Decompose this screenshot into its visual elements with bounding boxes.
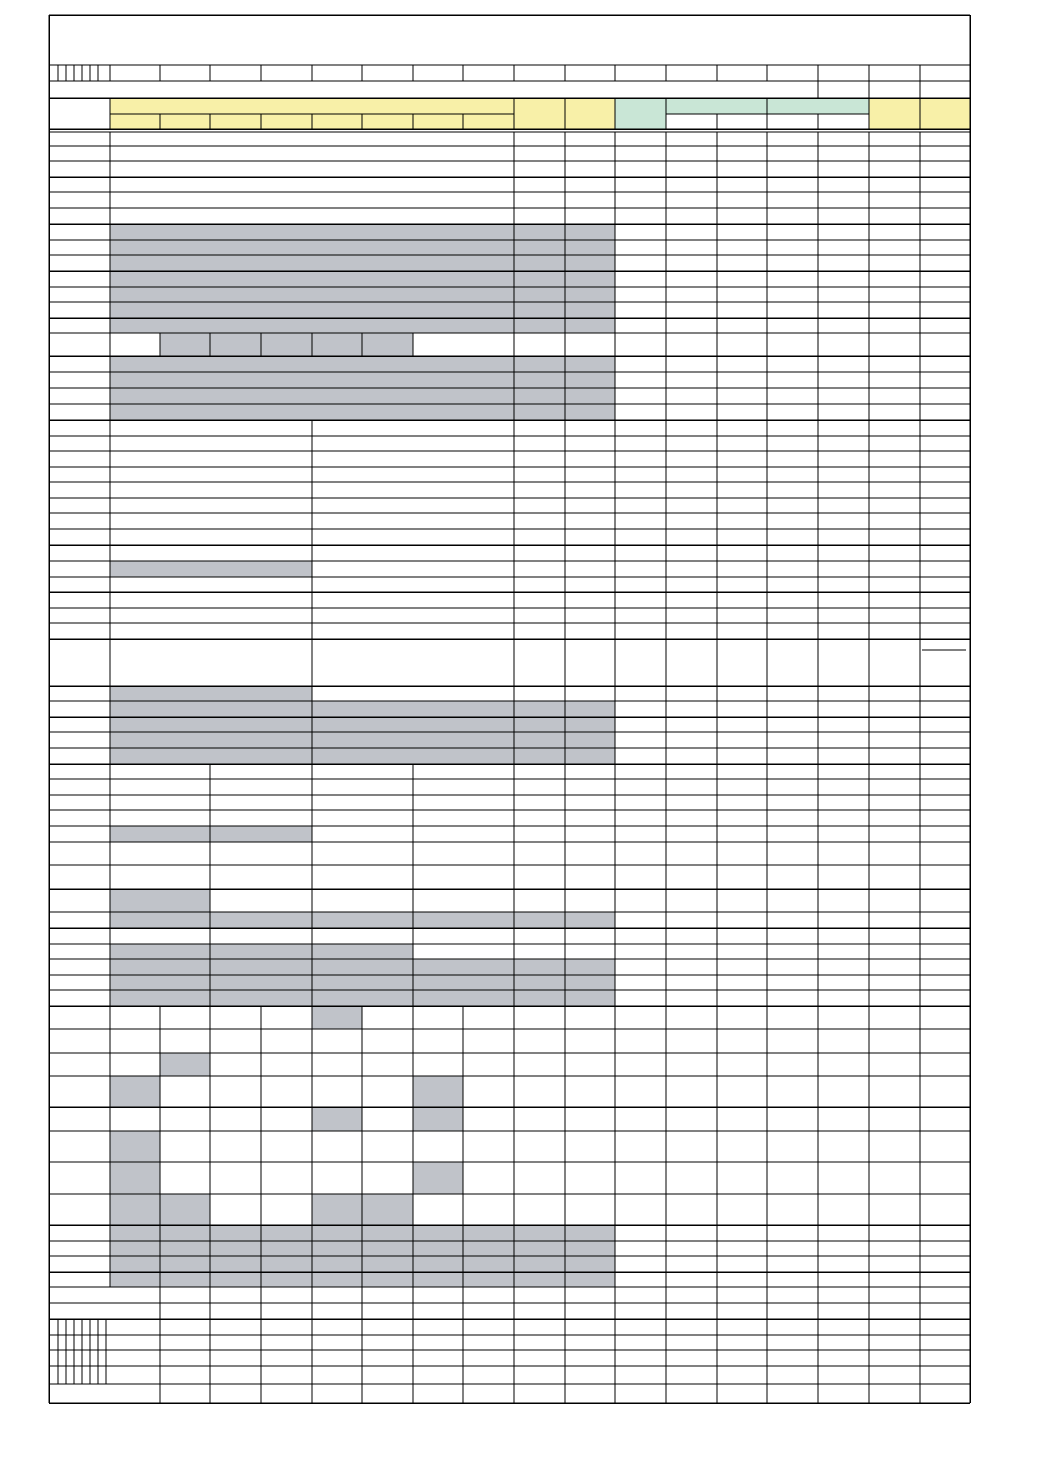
shaded-cell: [110, 1162, 160, 1194]
shaded-cell: [110, 1076, 160, 1107]
header-green-cell: [615, 98, 869, 114]
shaded-cells: [110, 98, 970, 1287]
shaded-cell: [110, 1131, 160, 1162]
shaded-cell: [413, 1162, 463, 1194]
shaded-cell: [110, 561, 312, 577]
header-green-cell: [615, 114, 666, 129]
shaded-cell: [413, 1107, 463, 1131]
shaded-cell: [312, 1006, 362, 1029]
shaded-cell: [110, 686, 312, 764]
shaded-cell: [413, 1076, 463, 1107]
shaded-cell: [312, 1107, 362, 1131]
shaded-cell: [160, 1053, 210, 1076]
header-yellow-cell: [110, 98, 514, 114]
shaded-cell: [160, 333, 413, 356]
shaded-cell: [110, 889, 210, 928]
shaded-cell: [110, 826, 312, 842]
